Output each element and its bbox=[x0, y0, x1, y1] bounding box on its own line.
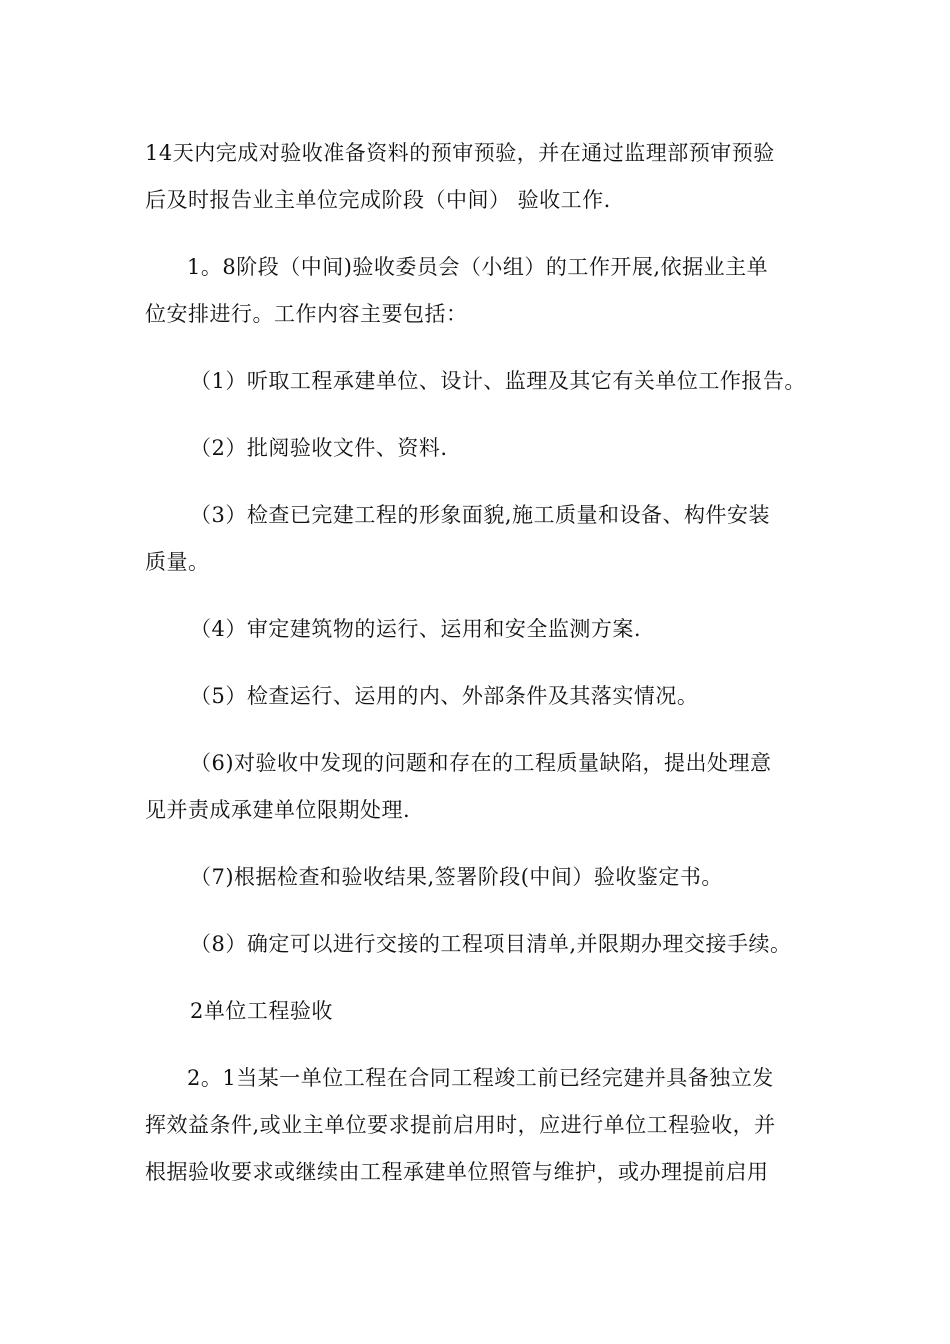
list-item: （1）听取工程承建单位、设计、监理及其它有关单位工作报告。 bbox=[190, 369, 806, 393]
list-item: （7)根据检查和验收结果,签署阶段(中间）验收鉴定书。 bbox=[190, 865, 723, 889]
paragraph-line: 位安排进行。工作内容主要包括： bbox=[145, 302, 468, 326]
paragraph-line: 挥效益条件,或业主单位要求提前启用时，应进行单位工程验收，并 bbox=[145, 1113, 776, 1137]
list-item: （2）批阅验收文件、资料. bbox=[190, 436, 448, 460]
list-item: （6)对验收中发现的问题和存在的工程质量缺陷，提出处理意 bbox=[190, 751, 772, 775]
list-item: （8）确定可以进行交接的工程项目清单,并限期办理交接手续。 bbox=[190, 932, 792, 956]
paragraph-line: 后及时报告业主单位完成阶段（中间） 验收工作. bbox=[145, 188, 611, 212]
section-heading: 2单位工程验收 bbox=[190, 999, 333, 1023]
list-item: （5）检查运行、运用的内、外部条件及其落实情况。 bbox=[190, 684, 699, 708]
paragraph-line: 1。8阶段（中间)验收委员会（小组）的工作开展,依据业主单 bbox=[187, 255, 769, 279]
paragraph-line: 2。1当某一单位工程在合同工程竣工前已经完建并具备独立发 bbox=[187, 1066, 774, 1090]
paragraph-line: 根据验收要求或继续由工程承建单位照管与维护，或办理提前启用 bbox=[145, 1160, 769, 1184]
list-item: （3）检查已完建工程的形象面貌,施工质量和设备、构件安装 bbox=[190, 503, 771, 527]
list-item-continuation: 质量。 bbox=[145, 550, 210, 574]
paragraph-line: 14天内完成对验收准备资料的预审预验，并在通过监理部预审预验 bbox=[145, 141, 775, 165]
list-item: （4）审定建筑物的运行、运用和安全监测方案. bbox=[190, 617, 642, 641]
list-item-continuation: 见并责成承建单位限期处理. bbox=[145, 798, 411, 822]
